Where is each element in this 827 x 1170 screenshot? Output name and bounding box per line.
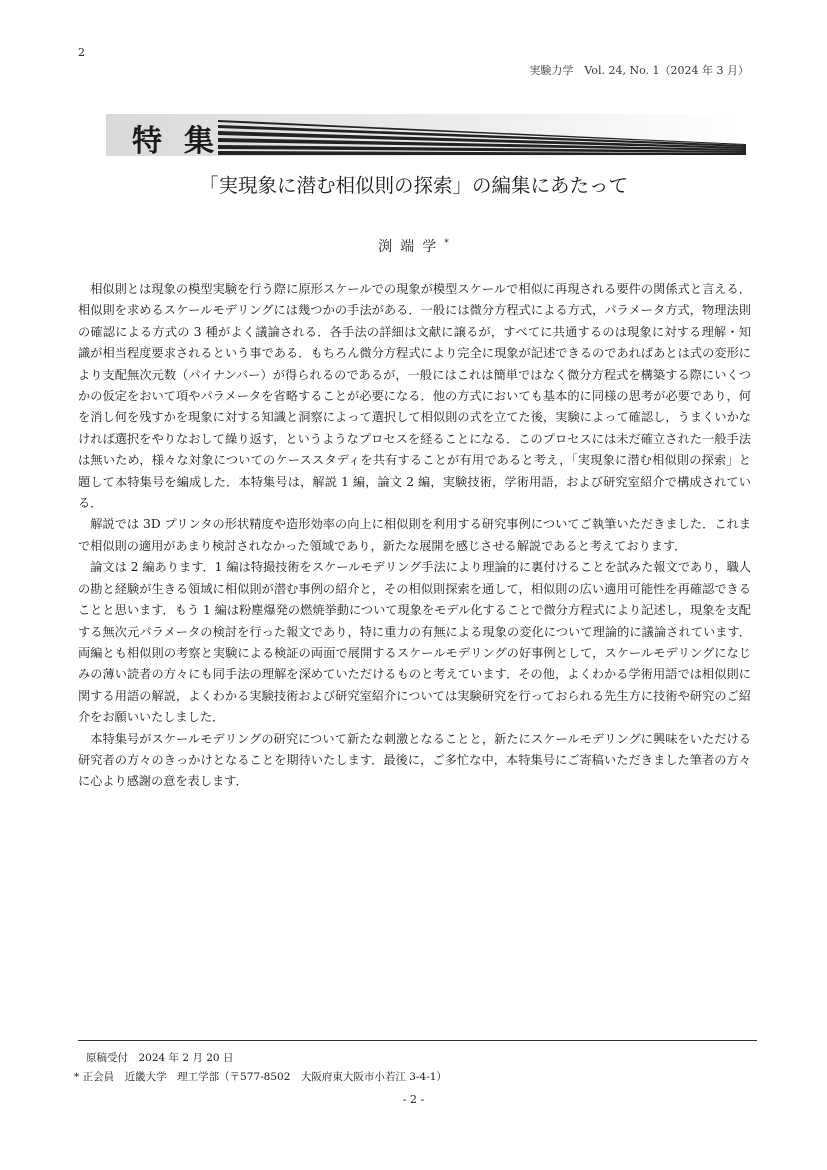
author-footnote-mark: *: [444, 238, 449, 249]
author-line: [0, 236, 827, 256]
paragraph: 相似則とは現象の模型実験を行う際に原形スケールでの現象が模型スケールで相似に再現される要件の関係式と言える．相似則を求めるスケールモデリングには幾つかの手法がある．一般には微分方程式による方式，パラメータ方式，物理法則の確認による方式の 3 種がよく議論される．各手法の詳細は文献に譲るが，すべてに共通するのは現象に対する理解・知識が相当程度要求されるという事である．もちろん微分方程式により完全に現象が記述できるのであればあとは式の変形により支配無次元数（パイナンバー）が得られるのであるが，一般にはこれは簡単ではなく微分方程式を構築する際にいくつかの仮定をおいて項やパラメータを省略することが必要になる．他の方式においても基本的に同様の思考が必要であり，何を消し何を残すかを現象に対する知識と洞察によって選択して相似則の式を立てた後，実験によって確認し，うまくいかなければ選択をやりなおして繰り返す，というようなプロセスを経ることになる．このプロセスには未だ確立された一般手法は無いため，様々な対象についてのケーススタディを共有することが有用であると考え，「実現象に潜む相似則の探索」と題して本特集号を編成した．本特集号は，解説 1 編，論文 2 編，実験技術，学術用語，および研究室紹介で構成されている．: [78, 282, 751, 511]
article-title: 「実現象に潜む相似則の探索」の編集にあたって: [198, 174, 628, 197]
author-name: 渕端学: [378, 239, 445, 255]
banner-label: 特集: [132, 124, 236, 159]
paragraph: 論文は 2 編あります．1 編は特撮技術をスケールモデリング手法により理論的に裏付けることを試みた報文であり，職人の勘と経験が生きる領域に相似則が潜む事例の紹介と，その相似則探索を通して，相似則の広い適用可能性を再確認できることと思います．もう 1 編は粉塵爆発の燃焼挙動について現象をモデル化することで微分方程式により記述し，現象を支配する無次元パラメータの検討を行った報文であり，特に重力の有無による現象の変化について理論的に議論されています．両編とも相似則の考察と実験による検証の両面で展開するスケールモデリングの好事例として，スケールモデリングになじみの薄い読者の方々にも同手法の理解を深めていただけるものと考えています．その他，よくわかる学術用語では相似則に関する用語の解説，よくわかる実験技術および研究室紹介については実験研究を行っておられる先生方に技術や研究のご紹介をお願いいたしました．: [78, 560, 751, 725]
paragraph: 解説では 3D プリンタの形状精度や造形効率の向上に相似則を利用する研究事例についてご執筆いただきました．これまで相似則の適用があまり検討されなかった領域であり，新たな展開を感じさせる解説であると考えております．: [78, 517, 751, 553]
journal-header: 実験力学 Vol. 24, No. 1（2024 年 3 月）: [529, 64, 749, 77]
received-date: 原稿受付 2024 年 2 月 20 日: [86, 1052, 234, 1064]
paragraph: 本特集号がスケールモデリングの研究について新たな刺激となることと，新たにスケールモデリングに興味をいただける研究者の方々のきっかけとなることを期待いたします．最後に，ご多忙な中，本特集号にご寄稿いただきました筆者の方々に心より感謝の意を表します．: [78, 731, 751, 789]
author-affiliation: * 正会員 近畿大学 理工学部（〒577-8502 大阪府東大阪市小若江 3-4-1）: [74, 1071, 447, 1083]
page-number: 2: [78, 46, 85, 59]
article-body: [78, 279, 751, 793]
page-footer-number: - 2 -: [402, 1093, 425, 1106]
special-issue-banner: [106, 114, 746, 159]
footnote-divider: [78, 1040, 757, 1041]
